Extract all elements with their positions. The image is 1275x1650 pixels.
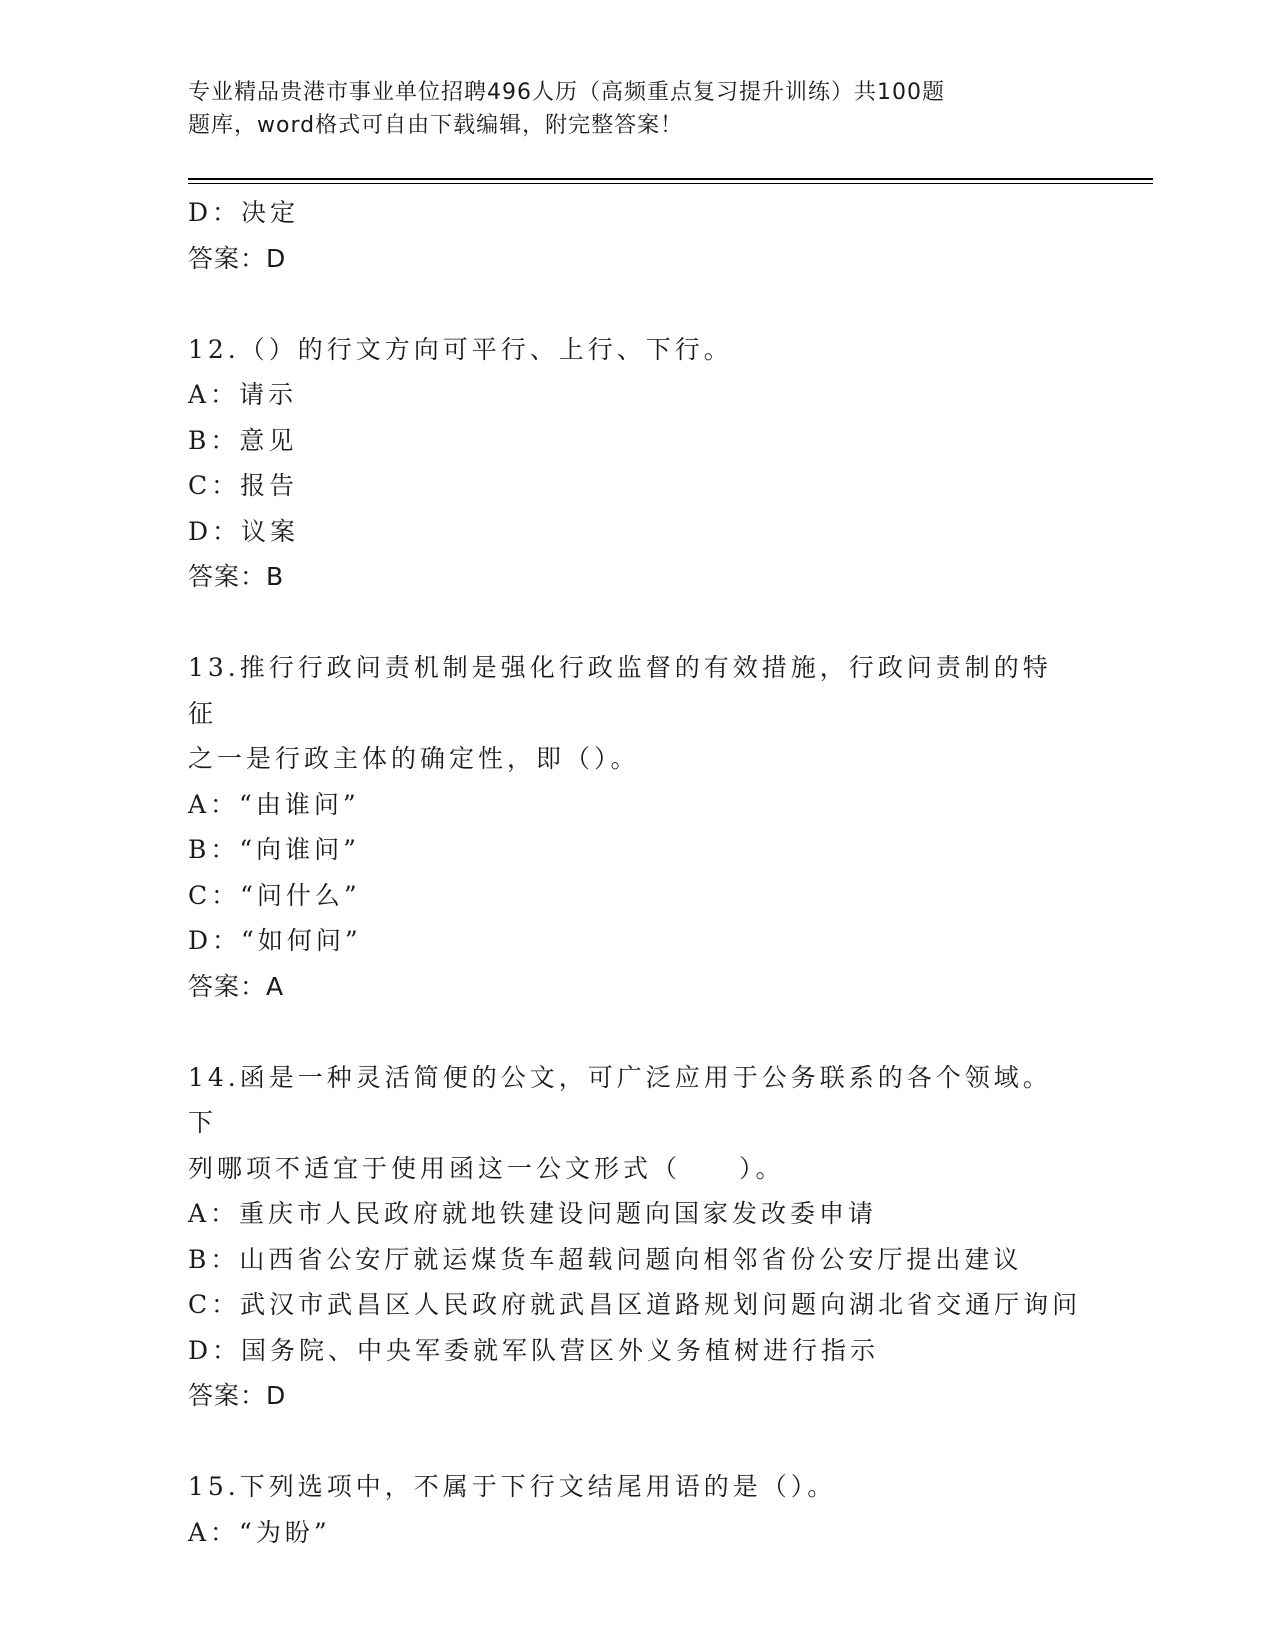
- answer-line: 答案：D: [188, 1381, 287, 1410]
- question-stem: [188, 327, 1078, 373]
- header-title-line-2: 题库，word格式可自由下载编辑，附完整答案！: [188, 113, 684, 138]
- option-a: A：“为盼”: [188, 1517, 331, 1547]
- spacer: [188, 600, 1088, 646]
- question-stem-line: 列哪项不适宜于使用函这一公文形式（ ）。: [188, 1153, 785, 1183]
- option-b: B：“向谁问”: [188, 835, 360, 864]
- question-12: [188, 327, 1088, 600]
- option-b: B：山西省公安厅就运煤货车超载问题向相邻省份公安厅提出建议: [188, 1244, 1023, 1274]
- option-a: A：重庆市人民政府就地铁建设问题向国家发改委申请: [188, 1199, 878, 1228]
- question-stem-line: 之一是行政主体的确定性，即（）。: [188, 744, 640, 773]
- question-stem-line: 12.（）的行文方向可平行、上行、下行。: [188, 334, 733, 364]
- header-divider-thick: [188, 178, 1153, 180]
- document-header: [188, 76, 1048, 142]
- question-stem-line: 15.下列选项中，不属于下行文结尾用语的是（）。: [188, 1472, 837, 1501]
- option-d: D：国务院、中央军委就军队营区外义务植树进行指示: [188, 1335, 880, 1365]
- question-stem: [188, 1464, 1078, 1510]
- question-stem: [188, 1055, 1078, 1192]
- option-a: A：“由谁问”: [188, 789, 360, 819]
- option-b: B：意见: [188, 425, 298, 455]
- option-c: C：武汉市武昌区人民政府就武昌区道路规划问题向湖北省交通厅询问: [188, 1290, 1082, 1319]
- answer-line: 答案：B: [188, 562, 285, 591]
- header-title-line-1: 专业精品贵港市事业单位招聘496人历（高频重点复习提升训练）共100题: [188, 80, 945, 105]
- previous-question-tail: [188, 190, 1088, 281]
- answer-line: 答案：D: [188, 243, 287, 273]
- option-c: C：报告: [188, 471, 299, 500]
- spacer: [188, 1419, 1088, 1465]
- option-d: D：议案: [188, 516, 300, 546]
- question-stem-line: 14.函是一种灵活简便的公文，可广泛应用于公务联系的各个领域。下: [188, 1062, 1052, 1137]
- option-d: D：“如何问”: [188, 926, 362, 955]
- option-a: A：请示: [188, 380, 298, 409]
- option-c: C：“问什么”: [188, 880, 361, 910]
- spacer: [188, 1009, 1088, 1055]
- question-15: [188, 1464, 1088, 1555]
- question-stem-line: 13.推行行政问责机制是强化行政监督的有效措施，行政问责制的特征: [188, 653, 1052, 728]
- question-14: [188, 1055, 1088, 1419]
- question-13: [188, 645, 1088, 1009]
- spacer: [188, 281, 1088, 327]
- answer-line: 答案：A: [188, 971, 285, 1001]
- header-divider-thin: [188, 183, 1153, 184]
- question-stem: [188, 645, 1078, 782]
- option-d: D：决定: [188, 198, 300, 227]
- question-list: [188, 190, 1088, 1555]
